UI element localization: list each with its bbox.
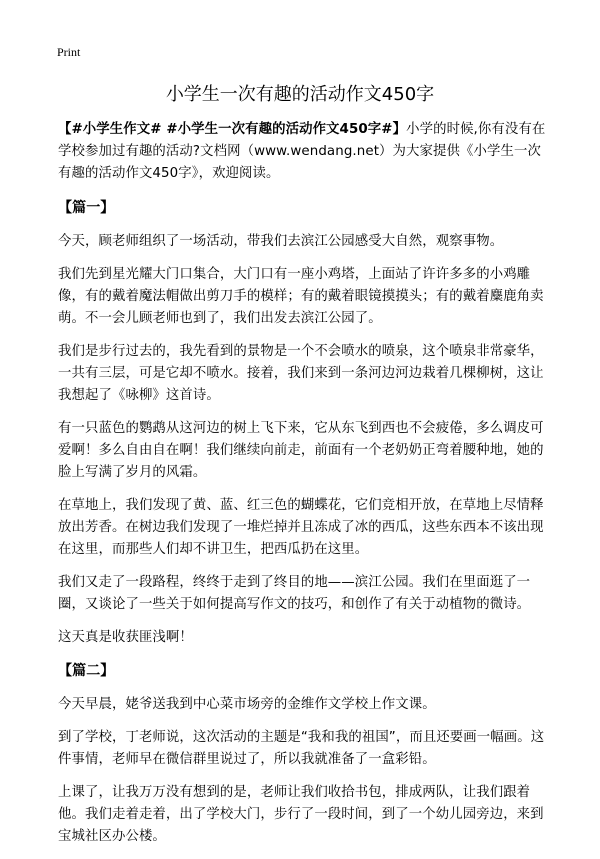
paragraph: 今天早晨，姥爷送我到中心菜市场旁的金维作文学校上作文课。 — [58, 697, 436, 712]
article-body — [58, 119, 548, 859]
paragraph: 上课了，让我万万没有想到的是，老师让我们收拾书包，排成两队，让我们跟着他。我们走着走着，出了学校大门，步行了一段时间，到了一个幼儿园旁边，来到宝城社区办公楼。 — [58, 785, 544, 844]
paragraph: 这天真是收获匪浅啊！ — [58, 630, 193, 645]
paragraph: 到了学校，丁老师说，这次活动的主题是“我和我的祖国”，而且还要画一幅画。这件事情，老师早在微信群里说过了，所以我就准备了一盒彩铅。 — [58, 730, 545, 767]
section-heading-1: 【篇一】 — [58, 200, 115, 216]
paragraph: 我们先到星光耀大门口集合，大门口有一座小鸡塔，上面站了许许多多的小鸡雕像，有的戴着魔法帽做出剪刀手的模样；有的戴着眼镜摸摸头；有的戴着麋鹿角卖萌。不一会儿顾老师也到了，我们出发去滨江公园了。 — [58, 267, 544, 326]
intro-paragraph — [58, 119, 548, 185]
paragraph: 在草地上，我们发现了黄、蓝、红三色的蝴蝶花，它们竞相开放，在草地上尽情释放出芳香。在树边我们发现了一堆烂掉并且冻成了冰的西瓜，这些东西本不该出现在这里，而那些人们却不讲卫生，把西瓜扔在这里。 — [58, 498, 544, 557]
intro-text: 小学的时候,你有没有在学校参加过有趣的活动?文档网（www.wendang.net）为大家提供《小学生一次有趣的活动作文450字》，欢迎阅读。 — [58, 122, 546, 181]
paragraph: 今天，顾老师组织了一场活动，带我们去滨江公园感受大自然，观察事物。 — [58, 234, 504, 249]
paragraph: 我们又走了一段路程，终终于走到了终目的地——滨江公园。我们在里面逛了一圈，又谈论了一些关于如何提高写作文的技巧，和创作了有关于动植物的微诗。 — [58, 575, 531, 612]
section-heading-2: 【篇二】 — [58, 663, 115, 679]
intro-tags: 【#小学生作文# #小学生一次有趣的活动作文450字#】 — [58, 122, 407, 137]
print-link[interactable]: Print — [57, 45, 81, 59]
page-title: 小学生一次有趣的活动作文450字 — [165, 84, 435, 105]
paragraph: 有一只蓝色的鹦鹉从这河边的树上飞下来，它从东飞到西也不会疲倦，多么调皮可爱啊！多么自由自在啊！我们继续向前走，前面有一个老奶奶正弯着腰种地，她的脸上写满了岁月的风霜。 — [58, 421, 544, 480]
paragraph: 我们是步行过去的，我先看到的景物是一个不会喷水的喷泉，这个喷泉非常豪华，一共有三层，可是它却不喷水。接着，我们来到一条河边河边栽着几棵柳树，这让我想起了《咏柳》这首诗。 — [58, 344, 544, 403]
